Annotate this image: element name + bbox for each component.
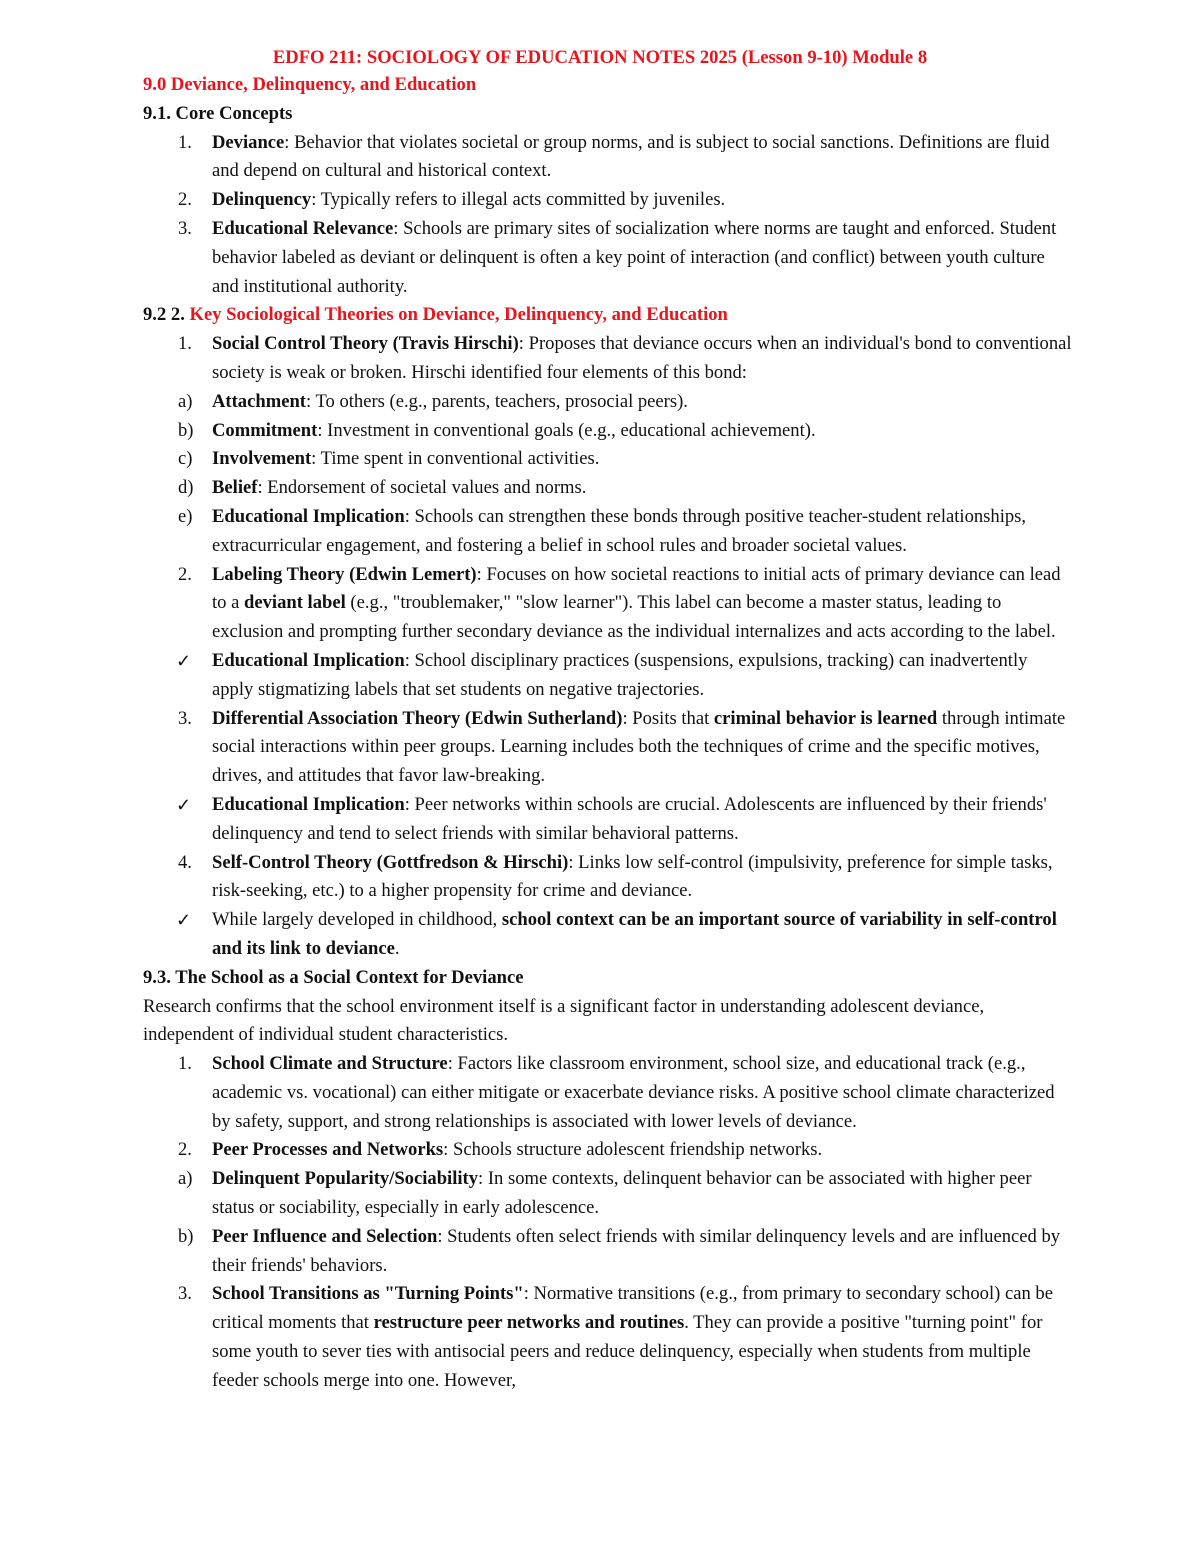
sub-item (143, 417, 1073, 446)
sub-item (143, 1165, 1073, 1223)
definition: : Typically refers to illegal acts committed by juveniles. (311, 189, 726, 211)
definition: : Behavior that violates societal or group norms, and is subject to social sanctions. Definitions are fluid and depend on cultural and historical context. (212, 131, 1050, 182)
emphasis: school context can be an important source of variability in self-control and its link to deviance (212, 909, 1057, 959)
definition-cont: through intimate social interactions within peer groups. Learning includes both the techniques of crime and the specific motives, drives, and attitudes that favor law-breaking. (212, 707, 1066, 787)
list-item (143, 186, 1073, 215)
term: Self-Control Theory (Gottfredson & Hirschi) (212, 851, 569, 873)
document-body (143, 71, 1073, 1396)
section-heading-9-1: 9.1. Core Concepts (143, 102, 293, 124)
theory-item (143, 330, 1073, 388)
theory-item (143, 705, 1073, 791)
definition: : Students often select friends with similar delinquency levels and are influenced by their friends' behaviors. (212, 1225, 1061, 1276)
check-item (143, 647, 1073, 705)
list-marker: 3. (178, 707, 192, 729)
list-item (143, 129, 1073, 187)
list-marker: a) (178, 390, 193, 412)
list-marker: 2. (178, 563, 192, 585)
term: Labeling Theory (Edwin Lemert) (212, 563, 477, 585)
list-marker: 4. (178, 851, 192, 873)
term: Differential Association Theory (Edwin Sutherland) (212, 707, 623, 729)
definition-cont: . They can provide a positive "turning point" for some youth to sever ties with antisocial peers and reduce delinquency, especially when students from multiple feeder schools merge into one. However, (212, 1312, 1043, 1391)
term: School Climate and Structure (212, 1053, 448, 1075)
sub-item (143, 445, 1073, 474)
list-marker: 1. (178, 333, 192, 355)
list-item (143, 215, 1073, 301)
term: Commitment (212, 419, 318, 441)
definition: While largely developed in childhood, (212, 909, 502, 931)
sub-item (143, 503, 1073, 561)
term: Delinquency (212, 189, 312, 211)
definition: : School disciplinary practices (suspensions, expulsions, tracking) can inadvertently apply stigmatizing labels that set students on negative trajectories. (212, 649, 1028, 700)
term: School Transitions as "Turning Points" (212, 1283, 524, 1305)
emphasis: criminal behavior is learned (713, 707, 938, 729)
term: Educational Implication (212, 793, 405, 815)
definition: : Time spent in conventional activities. (311, 448, 600, 470)
sub-item (143, 474, 1073, 503)
section-heading-9-3: 9.3. The School as a Social Context for Deviance (143, 966, 524, 988)
list-item (143, 1280, 1073, 1395)
list-marker: e) (178, 505, 193, 527)
check-item (143, 791, 1073, 849)
list-marker: 2. (178, 189, 192, 211)
term: Educational Implication (212, 649, 405, 671)
list-item (143, 1050, 1073, 1136)
term: Educational Implication (212, 505, 405, 527)
definition: : Normative transitions (e.g., from primary to secondary school) can be critical moments that (212, 1283, 1053, 1334)
section-heading-9-2 (143, 301, 1073, 330)
definition: : Links low self-control (impulsivity, preference for simple tasks, risk-seeking, etc.) to a higher propensity for crime and deviance. (212, 851, 1053, 902)
theory-item (143, 849, 1073, 907)
term: Belief (212, 477, 258, 499)
list-marker: c) (178, 448, 193, 470)
list-marker: a) (178, 1168, 193, 1190)
checkmark-icon: ✓ (176, 794, 192, 815)
term: Peer Processes and Networks (212, 1139, 444, 1161)
term: Attachment (212, 390, 306, 412)
section-heading-9-0: 9.0 Deviance, Delinquency, and Education (143, 74, 477, 95)
definition: : Schools can strengthen these bonds through positive teacher-student relationships, extracurricular engagement, and fostering a belief in school rules and broader societal values. (212, 505, 1027, 556)
list-marker: d) (178, 477, 194, 499)
emphasis: deviant label (244, 592, 346, 614)
term: Peer Influence and Selection (212, 1225, 438, 1247)
term: Social Control Theory (Travis Hirschi) (212, 333, 519, 355)
definition: : Schools are primary sites of socialization where norms are taught and enforced. Student behavior labeled as deviant or delinquent is often a key point of interaction (and conflict) between youth culture and institutional authority. (212, 217, 1057, 297)
term: Involvement (212, 448, 312, 470)
definition: : Investment in conventional goals (e.g., educational achievement). (317, 419, 816, 441)
definition: : Factors like classroom environment, school size, and educational track (e.g., academic vs. vocational) can either mitigate or exacerbate deviance risks. A positive school climate characterized by safety, support, and strong relationships is associated with lower levels of deviance. (212, 1053, 1055, 1132)
list-marker: 2. (178, 1139, 192, 1161)
emphasis: restructure peer networks and routines (373, 1312, 685, 1334)
definition: : In some contexts, delinquent behavior can be associated with higher peer status or sociability, especially in early adolescence. (212, 1168, 1032, 1219)
checkmark-icon: ✓ (176, 910, 192, 931)
section-intro: Research confirms that the school environment itself is a significant factor in understanding adolescent deviance, independent of individual student characteristics. (143, 995, 985, 1046)
sub-item (143, 388, 1073, 417)
definition: : Peer networks within schools are crucial. Adolescents are influenced by their friends' delinquency and tend to select friends with similar behavioral patterns. (212, 793, 1047, 844)
definition: : Schools structure adolescent friendship networks. (443, 1139, 823, 1161)
check-item (143, 906, 1073, 964)
definition: : Posits that (622, 707, 714, 729)
section-number: 9.2 2. (143, 304, 190, 326)
checkmark-icon: ✓ (176, 650, 192, 671)
section-title: Key Sociological Theories on Deviance, Delinquency, and Education (189, 304, 728, 326)
term: Delinquent Popularity/Sociability (212, 1168, 479, 1190)
document-title: EDFO 211: SOCIOLOGY OF EDUCATION NOTES 2025 (Lesson 9-10) Module 8 (272, 47, 928, 68)
definition-cont: (e.g., "troublemaker," "slow learner"). This label can become a master status, leading to exclusion and prompting further secondary deviance as the individual internalizes and acts according to the label. (212, 592, 1056, 643)
definition-cont: . (394, 937, 400, 959)
definition: : To others (e.g., parents, teachers, prosocial peers). (305, 390, 688, 412)
definition: : Proposes that deviance occurs when an individual's bond to conventional society is weak or broken. Hirschi identified four elements of this bond: (212, 333, 1072, 383)
sub-item (143, 1223, 1073, 1281)
term: Educational Relevance (212, 217, 394, 239)
theory-item (143, 561, 1073, 647)
definition: : Focuses on how societal reactions to initial acts of primary deviance can lead to a (212, 563, 1061, 614)
list-marker: 1. (178, 131, 192, 153)
list-marker: b) (178, 1225, 194, 1247)
list-marker: 3. (178, 217, 192, 239)
list-item (143, 1136, 1073, 1165)
list-marker: 1. (178, 1053, 192, 1075)
definition: : Endorsement of societal values and norms. (257, 477, 587, 499)
term: Deviance (212, 131, 285, 153)
list-marker: 3. (178, 1283, 192, 1305)
list-marker: b) (178, 419, 194, 441)
